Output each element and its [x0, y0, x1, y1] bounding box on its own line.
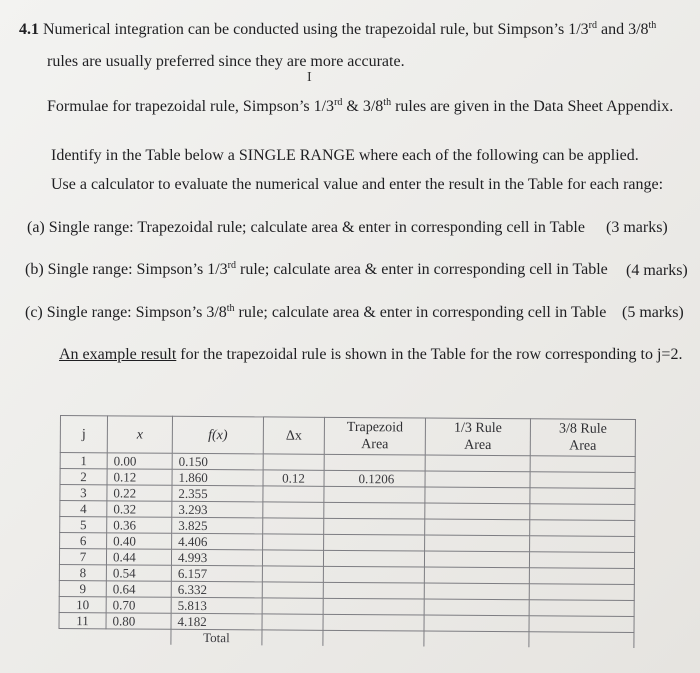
part-c-marks: (5 marks) [622, 304, 684, 321]
cell-j: 3 [60, 485, 107, 501]
cell-38-rule-area[interactable] [529, 616, 634, 633]
cell-x: 0.80 [106, 613, 171, 629]
part-a-text: (a) Single range: Trapezoidal rule; calculate area & enter in corresponding cell in Table [27, 219, 585, 236]
header-fx [172, 416, 263, 454]
cell-13-rule-area[interactable] [424, 551, 529, 568]
cell-j: 11 [59, 612, 106, 628]
cell-fx: 2.355 [172, 485, 263, 502]
cell-dx[interactable] [263, 534, 324, 550]
cell-j: 10 [59, 596, 106, 612]
part-c-sup: th [226, 303, 235, 314]
cell-j: 6 [60, 533, 107, 549]
intro-text-b: and 3/8 [596, 21, 649, 38]
part-b-marks: (4 marks) [626, 262, 688, 279]
total-label: Total [171, 629, 262, 645]
cell-trapezoid-area[interactable] [323, 550, 424, 567]
cell-38-rule-area[interactable] [530, 536, 635, 553]
part-c-text-b: rule; calculate area & enter in corresponding cell in Table [234, 304, 607, 321]
header-trapezoid-2: Area [361, 437, 389, 453]
identify-line2: Use a calculator to evaluate the numerical value and enter the result in the Table for each range: [51, 176, 664, 193]
intro-text-a: Numerical integration can be conducted using the trapezoidal rule, but Simpson’s 1/3 [43, 21, 589, 38]
cell-38-rule-area[interactable] [529, 552, 634, 569]
cell-13-rule-area[interactable] [425, 471, 530, 488]
cell-trapezoid-area[interactable] [323, 582, 424, 599]
part-c-text-a: (c) Single range: Simpson’s 3/8 [25, 304, 227, 321]
cell-x: 0.54 [106, 565, 171, 581]
question-intro-line2: rules are usually preferred since they are more accurate. [47, 53, 405, 70]
header-13-rule [425, 418, 530, 456]
cell-trapezoid-area[interactable] [323, 566, 424, 583]
cell-j: 1 [60, 453, 107, 469]
cell-x: 0.70 [106, 597, 171, 613]
cell-x: 0.64 [106, 581, 171, 597]
cell-j: 2 [60, 469, 107, 485]
part-c-text [25, 303, 606, 323]
formulae-text-b: & 3/8 [342, 98, 384, 115]
cell-x: 0.36 [107, 517, 172, 533]
cell-dx[interactable] [262, 566, 323, 582]
formulae-text-a: Formulae for trapezoidal rule, Simpson’s 1/3 [47, 98, 335, 115]
cell-x: 0.40 [107, 533, 172, 549]
cell-trapezoid-area[interactable] [324, 454, 425, 471]
example-line [59, 345, 682, 365]
cell-38-rule-area[interactable] [530, 504, 635, 521]
cell-dx[interactable] [262, 582, 323, 598]
total-13-rule-area[interactable] [424, 631, 529, 647]
cell-38-rule-area[interactable] [530, 520, 635, 537]
cell-trapezoid-area[interactable]: 0.1206 [324, 470, 425, 487]
cell-38-rule-area[interactable] [529, 568, 634, 585]
header-j: j [60, 416, 107, 453]
cell-dx[interactable]: 0.12 [263, 470, 324, 486]
cell-fx: 4.406 [172, 533, 263, 550]
cell-trapezoid-area[interactable] [324, 534, 425, 551]
cell-x: 0.12 [107, 469, 172, 485]
header-13-rule-2: Area [464, 437, 492, 454]
cell-j: 9 [59, 580, 106, 596]
total-empty-j [59, 628, 106, 644]
cell-j: 4 [60, 501, 107, 517]
part-b-text-b: rule; calculate area & enter in corresponding cell in Table [236, 261, 608, 278]
total-dx [262, 630, 323, 646]
cell-13-rule-area[interactable] [424, 567, 529, 584]
header-13-rule-1: 1/3 Rule [453, 420, 502, 437]
header-trapezoid [324, 417, 425, 455]
formulae-text-c: rules are given in the Data Sheet Appendix. [391, 98, 674, 115]
cell-dx[interactable] [262, 614, 323, 630]
part-b-text-a: (b) Single range: Simpson’s 1/3 [25, 261, 228, 278]
cell-x: 0.32 [107, 501, 172, 517]
cell-dx[interactable] [263, 454, 324, 470]
example-underlined: An example result [59, 346, 177, 363]
data-table [58, 415, 636, 648]
example-rest: for the trapezoidal rule is shown in the Table for the row corresponding to j=2. [176, 346, 683, 363]
cell-13-rule-area[interactable] [424, 599, 529, 616]
total-trapezoid-area[interactable] [323, 630, 424, 646]
table-total-row [59, 628, 634, 648]
cell-dx[interactable] [263, 502, 324, 518]
intro-sup-th: th [648, 20, 657, 31]
total-38-rule-area[interactable] [529, 632, 634, 648]
cell-dx[interactable] [263, 486, 324, 502]
header-x-label: x [136, 427, 144, 443]
cell-13-rule-area[interactable] [425, 503, 530, 520]
formulae-sup-th: th [383, 97, 392, 108]
cell-13-rule-area[interactable] [425, 519, 530, 536]
cell-fx: 0.150 [172, 453, 263, 470]
cell-38-rule-area[interactable] [529, 584, 634, 601]
cell-38-rule-area[interactable] [530, 488, 635, 505]
cell-x: 0.22 [107, 485, 172, 501]
question-intro-line1 [19, 20, 656, 40]
cell-dx[interactable] [262, 550, 323, 566]
intro-sup-rd: rd [588, 20, 597, 31]
cell-dx[interactable] [263, 518, 324, 534]
cell-fx: 1.860 [172, 469, 263, 486]
header-38-rule-1: 3/8 Rule [558, 421, 607, 437]
header-x [107, 416, 172, 453]
cell-j: 7 [59, 549, 106, 565]
cell-13-rule-area[interactable] [425, 455, 530, 472]
header-trapezoid-1: Trapezoid [346, 420, 404, 436]
header-38-rule-2: Area [569, 438, 597, 454]
cell-13-rule-area[interactable] [424, 615, 529, 632]
cell-38-rule-area[interactable] [530, 472, 635, 489]
part-b-text [25, 260, 608, 280]
cell-fx: 6.157 [171, 565, 262, 582]
cell-13-rule-area[interactable] [425, 487, 530, 504]
cell-fx: 4.993 [171, 549, 262, 566]
cell-trapezoid-area[interactable] [324, 502, 425, 519]
formulae-sup-rd: rd [334, 97, 343, 108]
total-empty-x [106, 629, 171, 645]
cell-trapezoid-area[interactable] [324, 486, 425, 503]
cell-trapezoid-area[interactable] [324, 518, 425, 535]
cell-trapezoid-area[interactable] [323, 598, 424, 615]
cell-13-rule-area[interactable] [425, 535, 530, 552]
cell-trapezoid-area[interactable] [323, 614, 424, 631]
cell-fx: 4.182 [171, 613, 262, 630]
part-b-sup: rd [227, 260, 236, 271]
cell-j: 5 [60, 517, 107, 533]
formulae-line [47, 97, 673, 117]
header-dx: Δx [263, 417, 324, 454]
cell-fx: 3.825 [172, 517, 263, 534]
cell-x: 0.44 [106, 549, 171, 565]
cell-38-rule-area[interactable] [529, 600, 634, 617]
cell-x: 0.00 [107, 453, 172, 469]
identify-line1: Identify in the Table below a SINGLE RANGE where each of the following can be applied. [51, 147, 639, 164]
cell-j: 8 [59, 564, 106, 580]
cell-dx[interactable] [262, 598, 323, 614]
part-a-marks: (3 marks) [606, 219, 668, 236]
table-header-row [60, 416, 635, 457]
question-number: 4.1 [19, 21, 39, 38]
cell-38-rule-area[interactable] [530, 456, 635, 473]
cell-fx: 3.293 [172, 501, 263, 518]
cell-fx: 5.813 [171, 597, 262, 614]
text-cursor-icon: I [307, 70, 312, 85]
cell-13-rule-area[interactable] [424, 583, 529, 600]
header-fx-label: f(x) [208, 427, 228, 443]
cell-fx: 6.332 [171, 581, 262, 598]
header-38-rule [530, 419, 635, 457]
